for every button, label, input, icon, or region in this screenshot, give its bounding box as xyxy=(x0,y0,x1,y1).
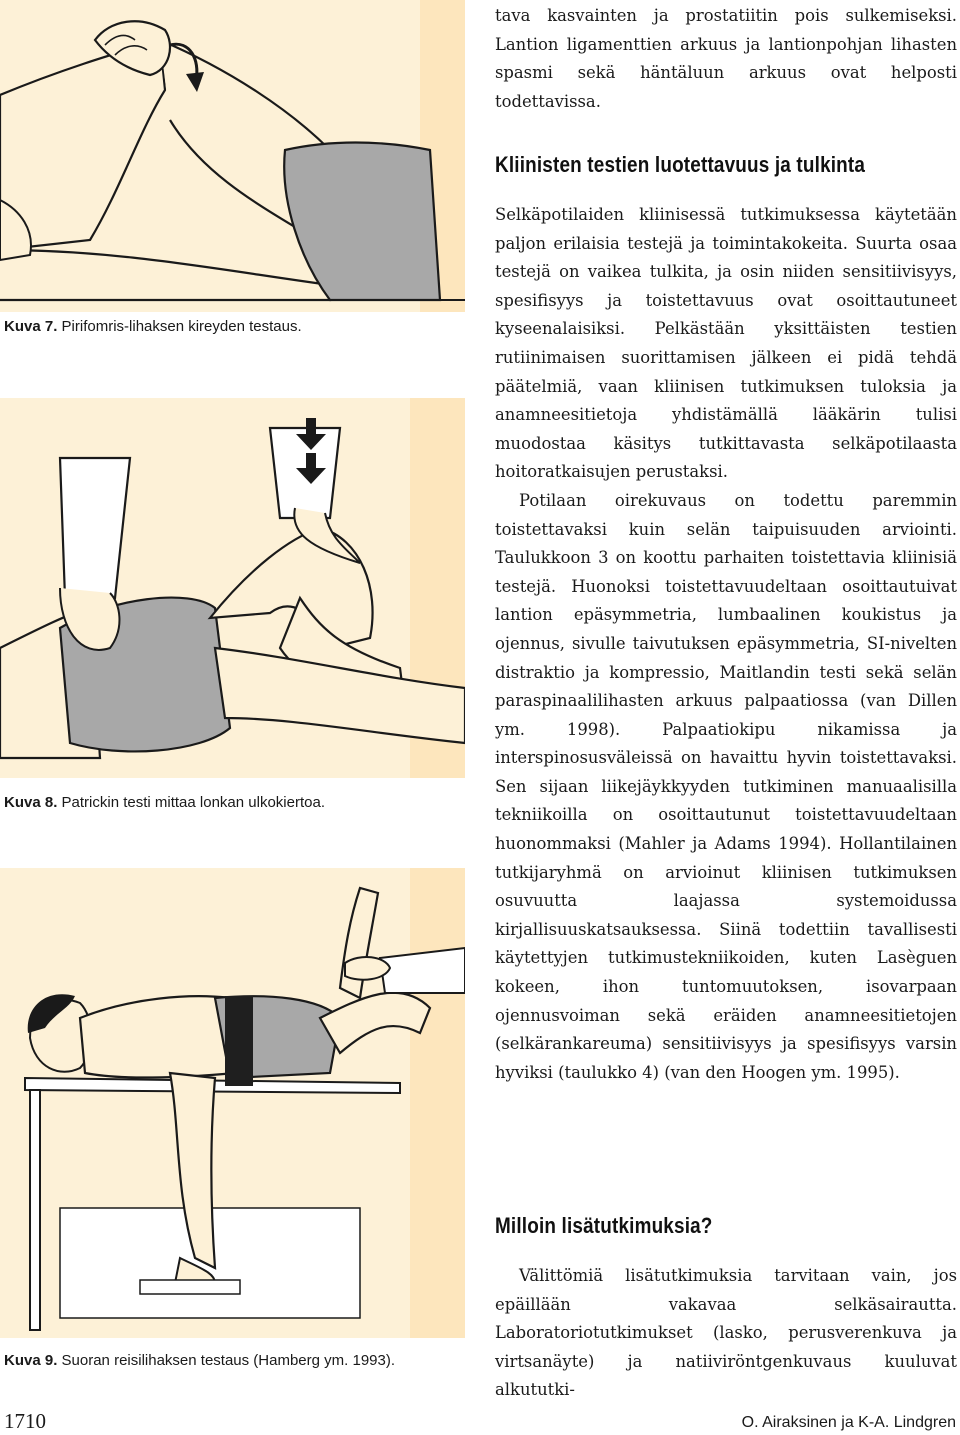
figure-7-text: Pirifomris-lihaksen kireyden testaus. xyxy=(61,318,302,335)
intro-paragraph: tava kasvainten ja prostatiitin pois sulkemiseksi. Lantion ligamenttien arkuus ja lantionpohjan lihasten spasmi sekä häntäluun arkuus ovat helposti todettavissa. xyxy=(495,6,957,111)
figure-9-label: Kuva 9. xyxy=(4,1352,58,1369)
piriformis-test-drawing xyxy=(0,0,465,312)
heading-reliability: Kliinisten testien luotettavuus ja tulkinta xyxy=(495,152,866,177)
paragraph-2: Potilaan oirekuvaus on todettu paremmin toistettavaksi kuin selän taipuisuuden arviointi. Taulukkoon 3 on koottu parhaiten toistettavia kliinisiä testejä. Huonoksi toistettavuudeltaan osoittautuivat lantion epäsymmetria, lumbaalinen koukistus ja ojennus, sivulle taivutuksen epäsymmetria, SI-nivelten distraktio ja kompressio, Maitlandin testi sekä selän paraspinaalilihasten arkuus palpaatiossa (van Dillen ym. 1998). Palpaatiokipu nikamissa ja interspinosusväleissä on havaittu hyvin toistettavaksi. Sen sijaan liikejäykkyyden tutkiminen manuaalisilla tekniikoilla on osoittautunut toistettavuudeltaan huonommaksi (Mahler ja Adams 1994). Hollantilainen tutkijaryhmä on arvioinut kliinisen tutkimuksen osuvuutta laajassa systemoidussa kirjallisuuskatsauksessa. Siinä todettiin tavallisesti käytettyjen tutkimustekniikoiden, kuten Lasèguen kokeen, ihon tuntomuutoksen, isovarpaan ojennusvoiman sekä eräiden anamneesitietojen (selkärankareuma) sensitiivisyys ja spesifisyys varsin hyviksi (taulukko 4) (van den Hoogen ym. 1995). xyxy=(495,490,957,1082)
page-number: 1710 xyxy=(4,1409,46,1433)
heading-further-tests: Milloin lisätutkimuksia? xyxy=(495,1213,713,1238)
paragraph-1: Selkäpotilaiden kliinisessä tutkimuksessa käytetään paljon erilaisia testejä ja toimintakokeita. Suurta osaa testejä on vaikea tulkita, ja osin niiden sensitiivisyys, spesifisyys ja toistettavuus ovat osoittautuneet kyseenalaisiksi. Pelkästään yksittäisten testien rutiinimaisen suorittamisen jälkeen ei pidä tehdä päätelmiä, vaan kliinisen tutkimuksen tuloksia ja anamneesitietoja yhdistämällä lääkärin tulisi muodostaa käsitys tutkittavasta selkäpotilaasta hoitoratkaisujen perustaksi. xyxy=(495,205,957,482)
rectus-femoris-test-drawing xyxy=(0,868,465,1338)
paragraph-3: Välittömiä lisätutkimuksia tarvitaan vain, jos epäillään vakavaa selkäsairautta. Laboratoriotutkimukset (lasko, perusverenkuva ja virtsanäyte) ja natiiviröntgenkuvaus kuuluvat alkututki- xyxy=(495,1266,957,1400)
figure-8-label: Kuva 8. xyxy=(4,794,58,811)
authors: O. Airaksinen ja K-A. Lindgren xyxy=(741,1414,956,1431)
patrick-test-drawing xyxy=(0,398,465,778)
figure-9-caption xyxy=(4,1352,395,1369)
figure-7-label: Kuva 7. xyxy=(4,318,58,335)
final-text-block xyxy=(495,1262,957,1405)
figure-7-illustration xyxy=(0,0,465,312)
figure-8-text: Patrickin testi mittaa lonkan ulkokiertoa. xyxy=(61,794,325,811)
figure-8-illustration xyxy=(0,398,465,778)
figure-9-text: Suoran reisilihaksen testaus (Hamberg ym. 1993). xyxy=(61,1352,396,1369)
figure-7-caption xyxy=(4,318,302,335)
figure-8-caption xyxy=(4,794,325,811)
figure-9-illustration xyxy=(0,868,465,1338)
intro-paragraph-block xyxy=(495,2,957,116)
body-text-block xyxy=(495,201,957,1087)
